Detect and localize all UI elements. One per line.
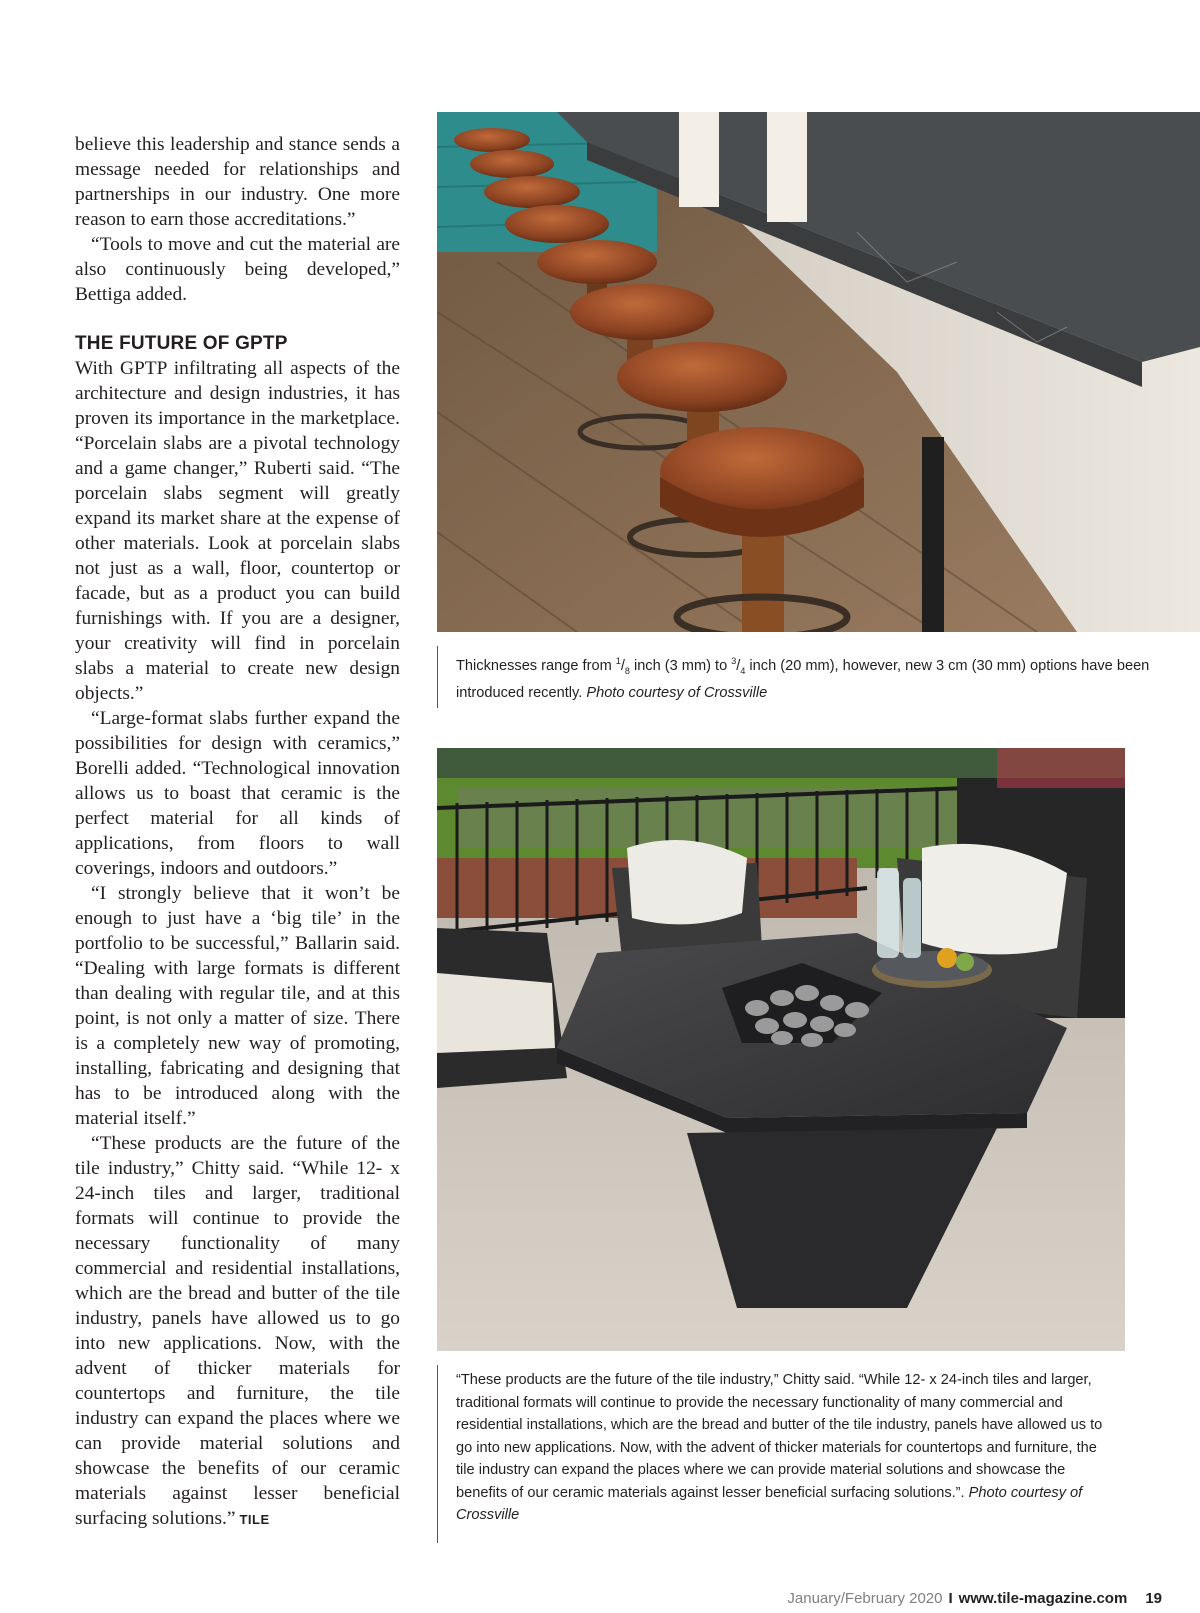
fire-table-photo: [437, 748, 1125, 1351]
fraction-numerator: 1: [615, 656, 621, 666]
fraction-numerator: 3: [731, 656, 737, 666]
fire-table-illustration: [437, 748, 1125, 1351]
caption-text: inch (20 mm), however, new 3 cm (30 mm) options have been introduced recently.: [456, 657, 1150, 702]
page-footer: [787, 1590, 1162, 1607]
article-paragraph-text: “These products are the future of the tile industry,” Chitty said. “While 12- x 24-inch tiles and larger, traditional formats will continue to provide the necessary functionality of many commercial and residential installations, which are the bread and butter of the tile industry, panels have allowed us to go into new applications. Now, with the advent of thicker materials for countertops and furniture, the tile industry can expand the places where we can provide material solutions and showcase the benefits of our ceramic materials against lesser beneficial surfacing solutions.”: [75, 1133, 400, 1529]
caption-text: “These products are the future of the tile industry,” Chitty said. “While 12- x 24-inch tiles and larger, traditional formats will continue to provide the necessary functionality of many commercial and residential installations, which are the bread and butter of the tile industry, panels have allowed us to go into new applications. Now, with the advent of thicker materials for countertops and furniture, the tile industry can expand the places where we can provide material solutions and showcase the benefits of our ceramic materials against lesser beneficial surfacing solutions.”.: [456, 1372, 1103, 1501]
website-link[interactable]: www.tile-magazine.com: [958, 1590, 1128, 1607]
bar-stools-illustration: [437, 112, 1200, 632]
page-number: 19: [1145, 1590, 1162, 1607]
caption-text: inch (3 mm) to: [629, 657, 732, 674]
fraction-denominator: 8: [624, 665, 630, 676]
article-paragraph-last: [75, 1131, 400, 1532]
section-heading: THE FUTURE OF GPTP: [75, 333, 288, 354]
photo-caption: [437, 1365, 1116, 1543]
caption-text: Thicknesses range from: [456, 657, 616, 674]
end-mark: TILE: [239, 1512, 270, 1527]
photo-credit: Photo courtesy of Crossville: [586, 685, 768, 702]
footer-separator: I: [948, 1590, 953, 1607]
article-column: [75, 132, 400, 1532]
bar-stools-photo: [437, 112, 1200, 632]
article-paragraph: “I strongly believe that it won’t be enough to just have a ‘big tile’ in the portfolio to be successful,” Ballarin said. “Dealing with large formats is different than dealing with regular tile, and at this point, is not only a matter of size. There is a completely new way of promoting, installing, fabricating and designing that has to be introduced along with the material itself.”: [75, 883, 400, 1129]
article-paragraph: “Large-format slabs further expand the possibilities for design with ceramics,” Borelli added. “Technological innovation allows us to boast that ceramic is the perfect material for all kinds of applications, from floors to wall coverings, indoors and outdoors.”: [75, 708, 400, 879]
photo-credit: Photo courtesy of Crossville: [456, 1484, 1083, 1523]
fraction-denominator: 4: [740, 665, 746, 676]
article-paragraph: believe this leadership and stance sends a message needed for relationships and partnerships in our industry. One more reason to earn those accreditations.”: [75, 134, 400, 230]
article-paragraph: “Tools to move and cut the material are also continuously being developed,” Bettiga added.: [75, 234, 400, 305]
photo-caption: Thicknesses range from $^1/_8$ inch (3 mm) to $^3/_4$ inch (20 mm), however, new 3 cm (30 mm) options have been introduced recently. Photo courtesy of Crossville: [437, 646, 1176, 708]
issue-date: January/February 2020: [787, 1590, 943, 1607]
article-paragraph: With GPTP infiltrating all aspects of the architecture and design industries, it has proven its importance in the marketplace. “Porcelain slabs are a pivotal technology and a game changer,” Ruberti said. “The porcelain slabs segment will greatly expand its market share at the expense of other materials. Look at porcelain slabs not just as a wall, floor, countertop or facade, but as a product you can build furnishings with. If you are a designer, your creativity will find in porcelain slabs a material to create new design objects.”: [75, 358, 400, 704]
